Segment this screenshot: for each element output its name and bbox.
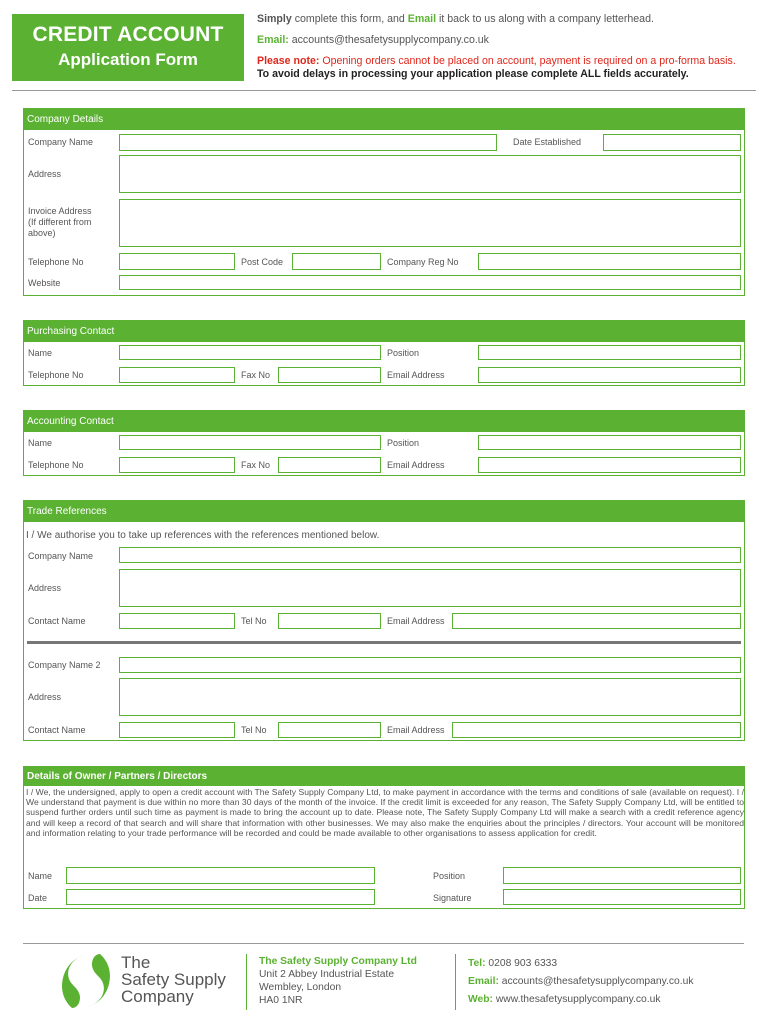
header-rule — [12, 90, 756, 91]
footer-address-line3: HA0 1NR — [259, 995, 303, 1006]
post-code-field[interactable] — [292, 253, 381, 270]
footer-tel-value[interactable]: 0208 903 6333 — [485, 958, 558, 969]
purchasing-name-label: Name — [28, 348, 53, 358]
intro-simply: Simply — [257, 13, 292, 25]
section-heading: Details of Owner / Partners / Directors — [24, 767, 744, 786]
owners-section — [23, 766, 745, 909]
purchasing-email-field[interactable] — [478, 367, 741, 383]
section-heading: Trade References — [24, 501, 744, 522]
date-established-field[interactable] — [603, 134, 741, 151]
accounting-name-label: Name — [28, 438, 53, 448]
intro-email-label: Email: — [257, 34, 289, 46]
accounting-name-field[interactable] — [119, 435, 381, 450]
footer-email — [468, 973, 693, 991]
accounting-telephone-field[interactable] — [119, 457, 235, 473]
logo-line2: Safety Supply — [121, 970, 226, 989]
footer-email-value[interactable]: accounts@thesafetysupplycompany.co.uk — [498, 976, 694, 987]
owner-position-label: Position — [433, 871, 466, 881]
section-heading: Accounting Contact — [24, 411, 744, 432]
intro-email-address[interactable]: accounts@thesafetysupplycompany.co.uk — [288, 34, 489, 46]
address-field[interactable] — [119, 155, 741, 193]
invoice-address-label-line2: (If different from — [28, 217, 92, 227]
footer-email-label: Email: — [468, 976, 499, 987]
ref2-tel-field[interactable] — [278, 722, 381, 738]
purchasing-telephone-label: Telephone No — [28, 370, 84, 380]
footer-address-line1: Unit 2 Abbey Industrial Estate — [259, 969, 395, 980]
footer-separator-2 — [455, 954, 456, 1010]
footer-web — [468, 991, 693, 1009]
ref1-contact-name-label: Contact Name — [28, 616, 86, 626]
intro-line — [257, 13, 654, 26]
owner-date-label: Date — [28, 893, 48, 903]
ref1-contact-name-field[interactable] — [119, 613, 235, 629]
footer-web-value[interactable]: www.thesafetysupplycompany.co.uk — [492, 994, 661, 1005]
ref1-address-label: Address — [28, 583, 62, 593]
owner-signature-field[interactable] — [503, 889, 741, 905]
ref1-company-name-field[interactable] — [119, 547, 741, 563]
footer-address — [259, 955, 417, 1007]
ref1-address-field[interactable] — [119, 569, 741, 607]
purchasing-name-field[interactable] — [119, 345, 381, 360]
intro-note — [257, 55, 737, 81]
ref2-company-name-field[interactable] — [119, 657, 741, 673]
ref2-tel-label: Tel No — [241, 725, 267, 735]
company-details-section — [23, 108, 745, 296]
logo-line1: The — [121, 953, 151, 972]
section-heading: Company Details — [24, 109, 744, 130]
accounting-fax-field[interactable] — [278, 457, 381, 473]
post-code-label: Post Code — [241, 257, 284, 267]
purchasing-telephone-field[interactable] — [119, 367, 235, 383]
accounting-email-label: Email Address — [387, 460, 445, 470]
accounting-position-field[interactable] — [478, 435, 741, 450]
ref2-contact-name-label: Contact Name — [28, 725, 86, 735]
logo-wordmark — [121, 954, 226, 1005]
ref1-email-field[interactable] — [452, 613, 741, 629]
references-divider — [27, 641, 741, 644]
ref2-company-name-label: Company Name 2 — [28, 660, 101, 670]
intro-email-word: Email — [407, 13, 437, 25]
ref2-address-field[interactable] — [119, 678, 741, 716]
ref1-email-label: Email Address — [387, 616, 445, 626]
note-red-text: Opening orders cannot be placed on account, payment is required on a pro-forma basis. — [319, 55, 736, 67]
accounting-fax-label: Fax No — [241, 460, 271, 470]
invoice-address-label-line3: above) — [28, 228, 56, 238]
company-reg-field[interactable] — [478, 253, 741, 270]
intro-text-end: it back to us along with a company letterhead. — [436, 13, 654, 25]
ref2-email-label: Email Address — [387, 725, 445, 735]
ref2-contact-name-field[interactable] — [119, 722, 235, 738]
owner-name-field[interactable] — [66, 867, 375, 884]
ref2-address-label: Address — [28, 692, 62, 702]
purchasing-contact-section — [23, 320, 745, 386]
footer-web-label: Web: — [468, 994, 493, 1005]
intro-email-line — [257, 34, 489, 47]
company-name-label: Company Name — [28, 137, 94, 147]
purchasing-position-field[interactable] — [478, 345, 741, 360]
ref1-tel-field[interactable] — [278, 613, 381, 629]
ref2-email-field[interactable] — [452, 722, 741, 738]
purchasing-fax-label: Fax No — [241, 370, 271, 380]
owner-signature-label: Signature — [433, 893, 472, 903]
note-bold-text: To avoid delays in processing your application please complete ALL fields accurately. — [257, 68, 689, 80]
logo-line3: Company — [121, 987, 194, 1006]
accounting-position-label: Position — [387, 438, 420, 448]
footer-tel-label: Tel: — [468, 958, 486, 969]
footer-separator-1 — [246, 954, 247, 1010]
address-label: Address — [28, 169, 62, 179]
footer-address-line2: Wembley, London — [259, 982, 342, 993]
form-title-banner — [12, 14, 244, 81]
telephone-field[interactable] — [119, 253, 235, 270]
intro-text-mid: complete this form, and — [291, 13, 408, 25]
ref1-company-name-label: Company Name — [28, 551, 94, 561]
company-reg-label: Company Reg No — [387, 257, 459, 267]
footer-rule — [23, 943, 744, 944]
owner-position-field[interactable] — [503, 867, 741, 884]
company-name-field[interactable] — [119, 134, 497, 151]
invoice-address-field[interactable] — [119, 199, 741, 247]
website-label: Website — [28, 278, 61, 288]
accounting-email-field[interactable] — [478, 457, 741, 473]
company-logo-icon — [60, 953, 112, 1009]
website-field[interactable] — [119, 275, 741, 290]
purchasing-position-label: Position — [387, 348, 420, 358]
note-label: Please note: — [257, 55, 320, 67]
invoice-address-label — [28, 206, 92, 239]
form-title: CREDIT ACCOUNT — [32, 23, 224, 46]
footer-contacts — [468, 955, 693, 1009]
footer-tel — [468, 955, 693, 973]
section-heading: Purchasing Contact — [24, 321, 744, 342]
trade-references-section — [23, 500, 745, 741]
authorise-text: I / We authorise you to take up references with the references mentioned below. — [26, 530, 380, 541]
telephone-label: Telephone No — [28, 257, 84, 267]
invoice-address-label-line1: Invoice Address — [28, 206, 92, 216]
date-established-label: Date Established — [513, 137, 582, 147]
owner-date-field[interactable] — [66, 889, 375, 905]
purchasing-fax-field[interactable] — [278, 367, 381, 383]
accounting-contact-section — [23, 410, 745, 476]
footer-company-name: The Safety Supply Company Ltd — [259, 956, 417, 967]
owner-name-label: Name — [28, 871, 53, 881]
form-subtitle: Application Form — [58, 50, 198, 69]
accounting-telephone-label: Telephone No — [28, 460, 84, 470]
legal-declaration-text: I / We, the undersigned, apply to open a credit account with The Safety Supply Company Ltd, to make payment in accordance with the terms and conditions of sale (available on request). I / We understand that payment is due within no more than 30 days of the month of the invoice. If the credit limit is exceeded for any reason, The Safety Supply Company Ltd, will be entitled to suspend further orders until such time as payment is made to bring the account up to date. Please note, The Safety Supply Company Ltd will make a search with a credit reference agency and will keep a record of that search and will share that information with other businesses. We may also make the enquiries about the principles / directors. Your account will be monitored and information relating to your trade performance will be recorded and could be made available to other organisations to assess application for credit. — [26, 787, 744, 838]
ref1-tel-label: Tel No — [241, 616, 267, 626]
purchasing-email-label: Email Address — [387, 370, 445, 380]
